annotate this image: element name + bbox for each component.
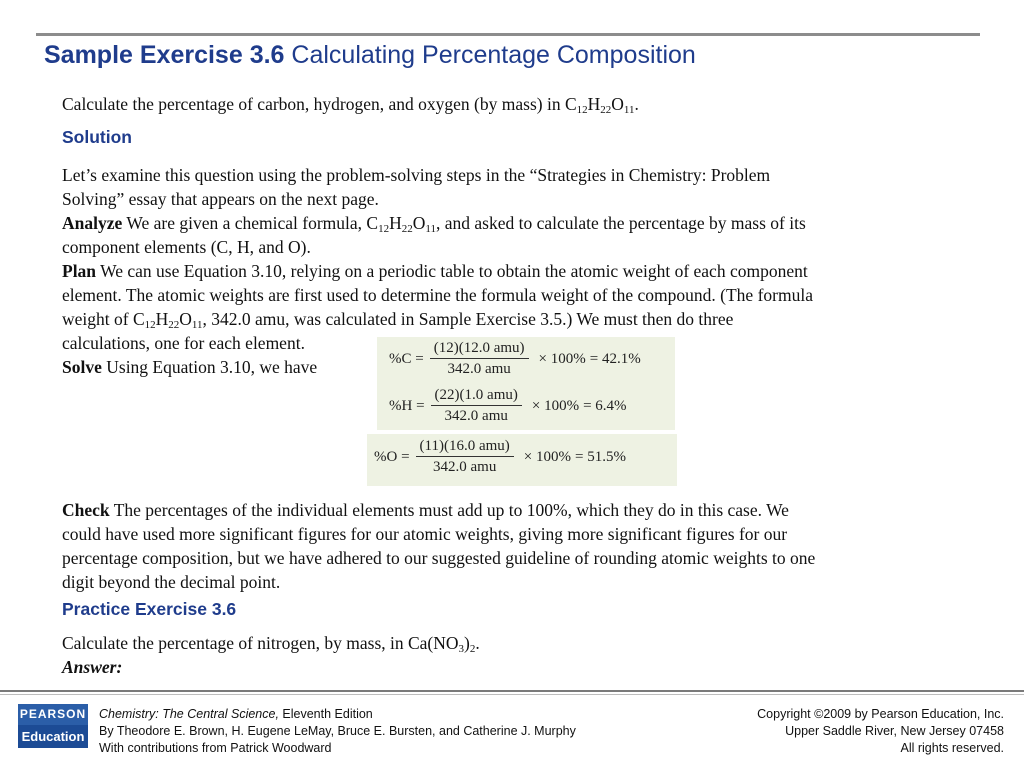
footer-citation: Chemistry: The Central Science, Eleventh Edition By Theodore E. Brown, H. Eugene LeMay, Bruce E. Bursten, and Catherine J. Murphy With contributions from Patrick Woodward [99, 707, 576, 755]
pearson-logo: PEARSON Education [18, 704, 88, 748]
plan-line: Plan We can use Equation 3.10, relying on a periodic table to obtain the atomic weight of each component [62, 261, 808, 281]
practice-heading: Practice Exercise 3.6 [62, 599, 237, 619]
footer-copyright: Copyright ©2009 by Pearson Education, Inc. Upper Saddle River, New Jersey 07458 All rights reserved. [757, 707, 1004, 755]
fraction: $\frac{\text{(11)(16.0 amu)}}{\text{342.0 amu}}$ [416, 438, 514, 476]
equation-box-ch [377, 337, 675, 430]
question-text: Calculate the percentage of carbon, hydrogen, and oxygen (by mass) in $C_{12}H_{22}O_{11}$. [62, 94, 639, 116]
title-bold: Sample Exercise 3.6 [44, 41, 285, 69]
answer-label: Answer: [62, 657, 123, 677]
solution-heading: Solution [62, 127, 132, 147]
title-rest: Calculating Percentage Composition [291, 41, 696, 69]
equation-hydrogen: %H = $\frac{\text{(22)(1.0 amu)}}{\text{342.0 amu}}$ × 100% = 6.4% [389, 387, 627, 424]
check-paragraph: Check The percentages of the individual elements must add up to 100%, which they do in this case. We could have used more significant figures for our atomic weights, giving more significant figures for our percentage composition, but we have adhered to our suggested guideline of rounding atomic weights to one digit beyond the decimal point. [62, 500, 816, 592]
intro-paragraph: Let’s examine this question using the problem-solving steps in the “Strategies in Chemistry: Problem Solving” essay that appears on the next page. Analyze We are given a chemical formula, $C_{12}H_{22}O_{11}$, and asked to calculate the percentage by mass of its component elements (C, H, and O). Plan We can use Equation 3.10, relying on a periodic table to obtain the atomic weight of each component element. The atomic weights are first used to determine the formula weight of the compound. (The formula weight of $C_{12}H_{22}O_{11}$, 342.0 amu, was calculated in Sample Exercise 3.5.) We must then do three calculations, one for each element. Solve Using Equation 3.10, we have [62, 163, 942, 379]
equation-carbon: %C = $\frac{\text{(12)(12.0 amu)}}{\text{342.0 amu}}$ × 100% = 42.1% [389, 340, 641, 377]
fraction: $\frac{\text{(12)(12.0 amu)}}{\text{342.0 amu}}$ [430, 340, 529, 378]
top-rule [36, 33, 980, 36]
footer-rule [0, 690, 1024, 692]
solve-line: Solve Using Equation 3.10, we have [62, 357, 318, 377]
equation-oxygen: %O = $\frac{\text{(11)(16.0 amu)}}{\text{342.0 amu}}$ × 100% = 51.5% [374, 438, 626, 475]
footer-rule-thin [0, 694, 1024, 695]
practice-paragraph: Calculate the percentage of nitrogen, by mass, in $Ca(NO_3)_2$. Answer: [62, 631, 942, 679]
fraction: $\frac{\text{(22)(1.0 amu)}}{\text{342.0 amu}}$ [431, 387, 522, 425]
equation-box-o [367, 434, 677, 486]
analyze-line: Analyze We are given a chemical formula, $C_{12}H_{22}O_{11}$, and asked to calculate the percentage by mass of its [62, 213, 806, 235]
page-title [44, 41, 696, 70]
